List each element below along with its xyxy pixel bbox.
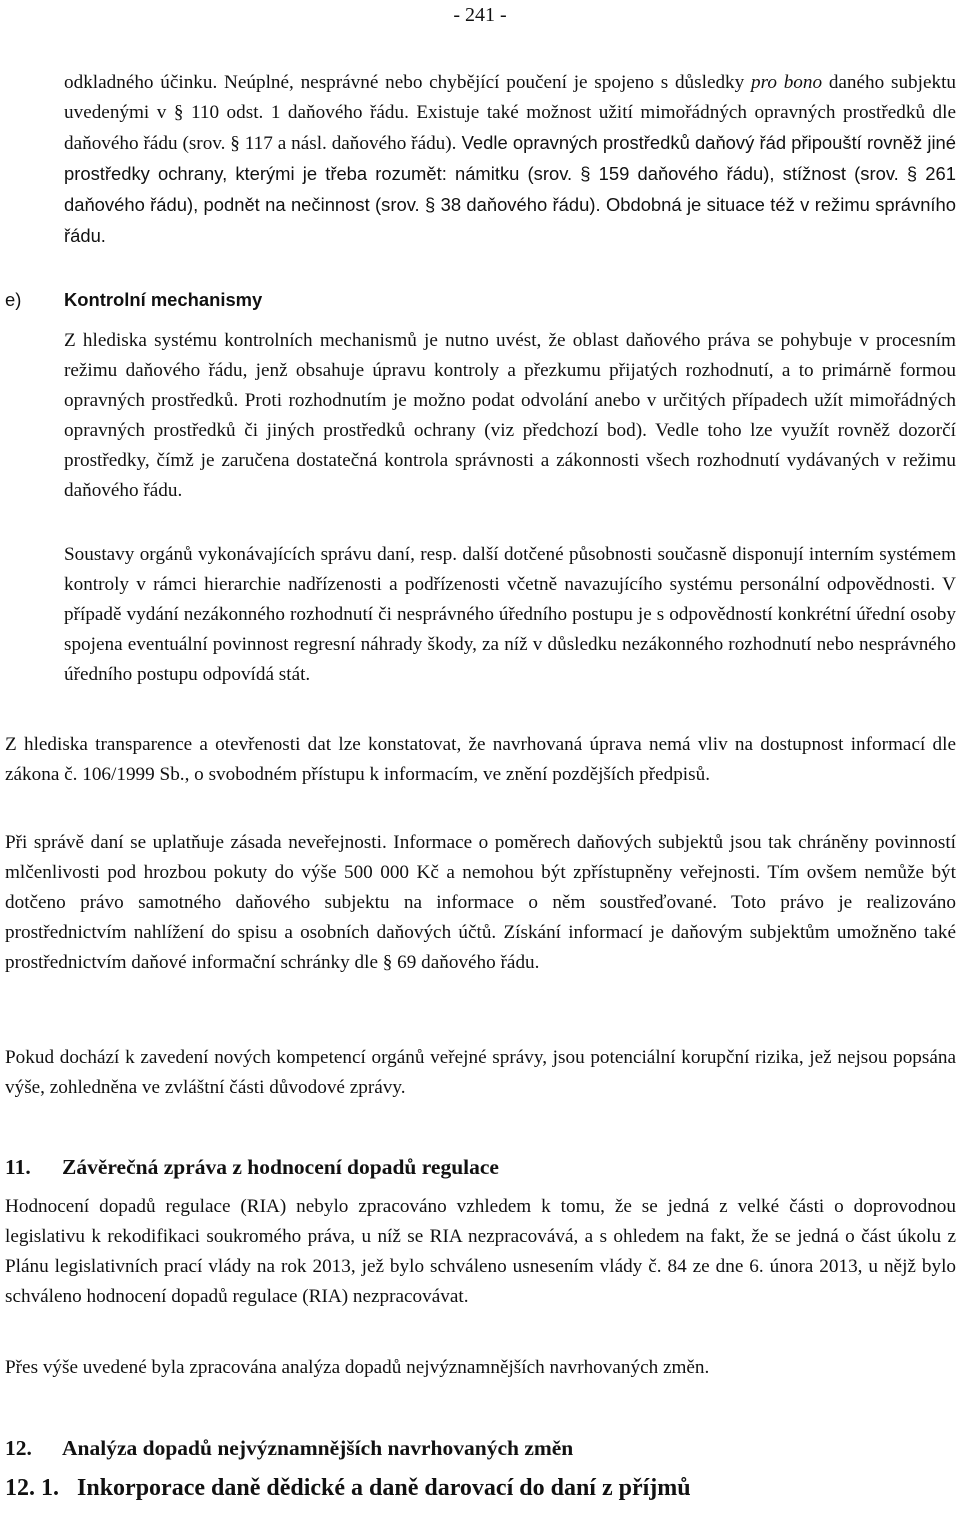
section-e-marker: e) — [5, 289, 22, 310]
paragraph-analysis-note: Přes výše uvedené byla zpracována analýza dopadů nejvýznamnějších navrhovaných změn. — [5, 1357, 710, 1378]
section-11-number: 11. — [5, 1155, 31, 1179]
paragraph-remedies-part-a: odkladného účinku. Neúplné, nesprávné nebo chybějící poučení je spojeno s důsledky — [64, 72, 751, 93]
paragraph-remedies-part-a2: daného subjektu uvedenými v § 110 odst. 1 daňového řádu. Existuje také možnost užití mimořádných opravných prostředků dle daňového řádu (srov. § 117 a násl. daňového řádu). — [64, 72, 957, 154]
section-12-1-heading — [5, 1473, 691, 1503]
section-12-title: Analýza dopadů nejvýznamnějších navrhovaných změn — [62, 1436, 574, 1460]
section-12-heading — [5, 1433, 573, 1463]
section-11-heading — [5, 1152, 499, 1182]
paragraph-remedies-italic: pro bono — [751, 72, 823, 93]
paragraph-ria: Hodnocení dopadů regulace (RIA) nebylo zpracováno vzhledem k tomu, že se jedná z velké části o doprovodnou legislativu k rekodifikaci soukromého práva, u níž se RIA nezpracovává, a s ohledem na fakt, že se jedná o část úkolu z Plánu legislativních prací vlády na rok 2013, jež bylo schváleno usnesením vlády č. 84 ze dne 6. února 2013, u nějž bylo schváleno hodnocení dopadů regulace (RIA) nezpracovávat. — [5, 1196, 956, 1307]
paragraph-corruption-risks: Pokud dochází k zavedení nových kompetencí orgánů veřejné správy, jsou potenciální korupční rizika, jež nejsou popsána výše, zohledněna ve zvláštní části důvodové zprávy. — [5, 1047, 956, 1098]
section-12-1-number: 12. 1. — [5, 1475, 59, 1501]
section-11-title: Závěrečná zpráva z hodnocení dopadů regulace — [62, 1155, 499, 1179]
section-e-title: Kontrolní mechanismy — [64, 289, 263, 310]
section-12-1-title: Inkorporace daně dědické a daně darovací do daní z příjmů — [77, 1475, 691, 1501]
paragraph-non-publicity: Při správě daní se uplatňuje zásada neveřejnosti. Informace o poměrech daňových subjektů jsou tak chráněny povinností mlčenlivosti pod hrozbou pokuty do výše 500 000 Kč a nemohou být zpřístupněny veřejnosti. Tím ovšem nemůže být dotčeno právo samotného daňového subjektu na informace o něm soustřeďované. Toto právo je realizováno prostřednictvím nahlížení do spisu a osobních daňových účtů. Získání informací je daňovým subjektům umožněno také prostřednictvím daňové informační schránky dle § 69 daňového řádu. — [5, 832, 956, 973]
section-12-number: 12. — [5, 1436, 32, 1460]
paragraph-remedies — [64, 68, 956, 252]
paragraph-transparency: Z hlediska transparence a otevřenosti dat lze konstatovat, že navrhovaná úprava nemá vliv na dostupnost informací dle zákona č. 106/1999 Sb., o svobodném přístupu k informacím, ve znění pozdějších předpisů. — [5, 734, 956, 785]
page-number: - 241 - — [453, 4, 507, 26]
paragraph-control-mechanisms: Z hlediska systému kontrolních mechanismů je nutno uvést, že oblast daňového práva se pohybuje v procesním režimu daňového řádu, jenž obsahuje úpravu kontroly a přezkumu přijatých rozhodnutí, a to primárně formou opravných prostředků. Proti rozhodnutím je možno podat odvolání anebo v určitých případech užít mimořádných opravných prostředků či jiných prostředků ochrany (viz předchozí bod). Vedle toho lze využít rovněž dozorčí prostředky, čímž je zaručena dostatečná kontrola správnosti a zákonnosti všech rozhodnutí vydávaných v režimu daňového řádu. — [64, 330, 956, 501]
paragraph-remedies-part-b: Vedle opravných prostředků daňový řád připouští rovněž jiné prostředky ochrany, kterými je třeba rozumět: námitku (srov. § 159 daňového řádu), stížnost (srov. § 261 daňového řádu), podnět na nečinnost (srov. § 38 daňového řádu). Obdobná je situace též v režimu správního řádu. — [64, 132, 956, 246]
paragraph-internal-control: Soustavy orgánů vykonávajících správu daní, resp. další dotčené působnosti současně disponují interním systémem kontroly v rámci hierarchie nadřízenosti a podřízenosti včetně navazujícího systému personální odpovědnosti. V případě vydání nezákonného rozhodnutí či nesprávného úředního postupu je s odpovědností konkrétní úřední osoby spojena eventuální povinnost regresní náhrady škody, za níž v důsledku nezákonného rozhodnutí nebo nesprávného úředního postupu odpovídá stát. — [64, 544, 956, 685]
